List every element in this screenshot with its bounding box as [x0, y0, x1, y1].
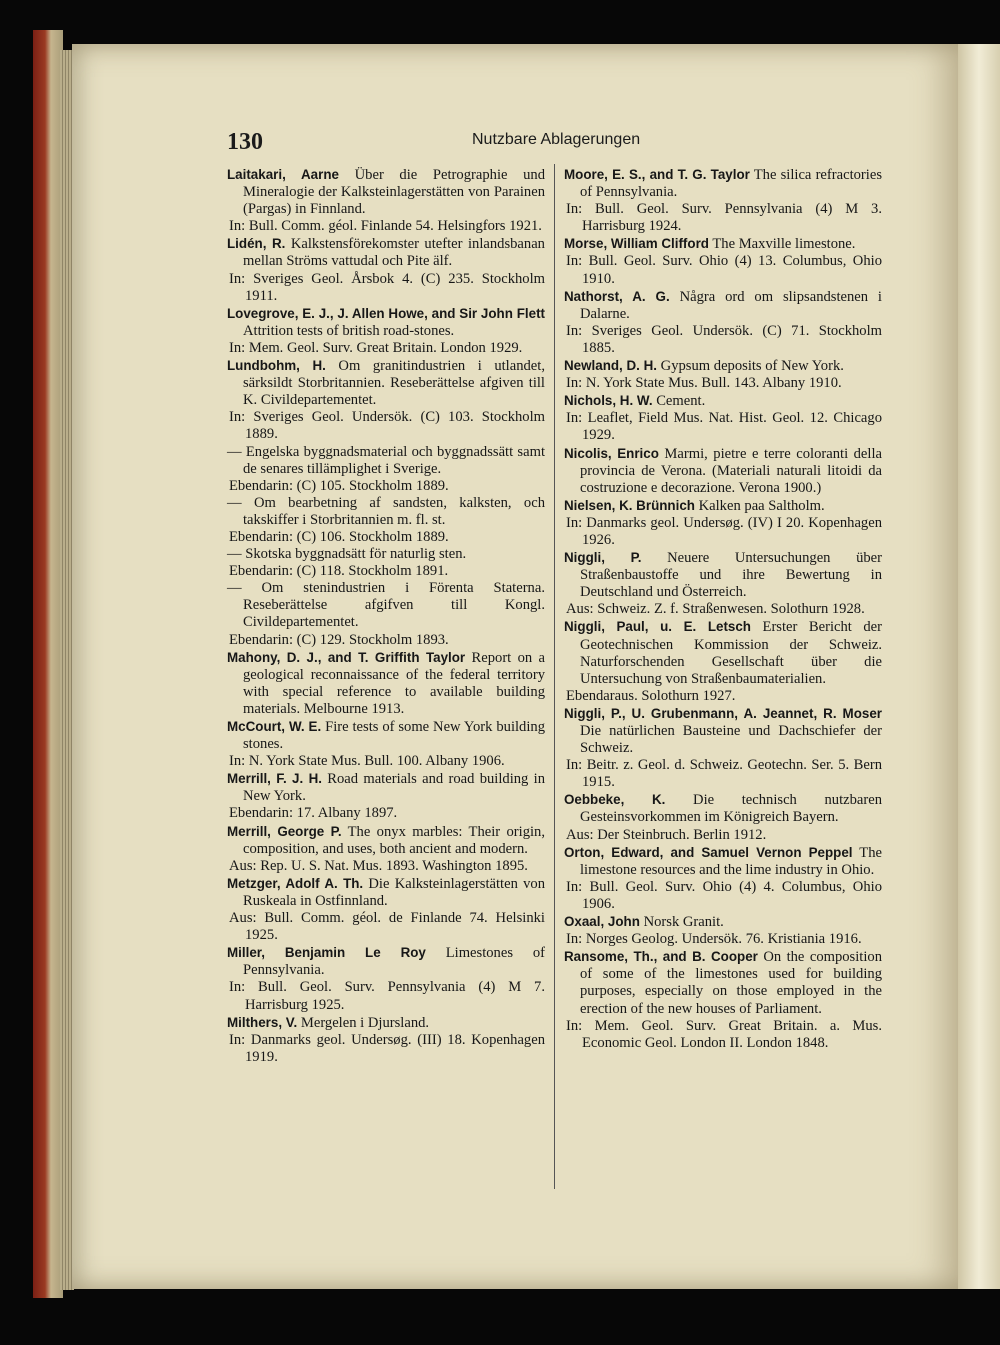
- bibliography-entry: [227, 1014, 545, 1066]
- entry-author: Moore, E. S., and T. G. Taylor: [564, 167, 750, 182]
- entry-source: Ebendarin: (C) 129. Stockholm 1893.: [229, 631, 449, 648]
- entry-author: Miller, Benjamin Le Roy: [227, 945, 426, 961]
- bibliography-entry: [227, 444, 545, 495]
- page-header: [72, 127, 960, 157]
- entry-source: In: Sveriges Geol. Undersök. (C) 71. Stockholm 1885.: [566, 322, 882, 356]
- entry-author: Oxaal, John: [564, 914, 640, 930]
- entry-author: Mahony, D. J., and T. Griffith Taylor: [227, 649, 466, 665]
- entry-source: In: Leaflet, Field Mus. Nat. Hist. Geol. 12. Chicago 1929.: [566, 410, 882, 444]
- bibliography-entry: [564, 549, 882, 618]
- entry-title: Cement.: [656, 393, 706, 410]
- entry-author: Orton, Edward, and Samuel Vernon Peppel: [564, 844, 853, 860]
- entry-author: McCourt, W. E.: [227, 719, 322, 734]
- left-column: [227, 166, 545, 1066]
- page-number: 130: [227, 129, 263, 155]
- column-divider: [554, 164, 555, 1189]
- bibliography-entry: [227, 718, 545, 770]
- bibliography-entry: [227, 875, 545, 944]
- bibliography-entry: [564, 913, 882, 948]
- entry-title: Om granitindustrien i utlandet, särksildt Storbritannien. Reseberättelse afgiven till K. Civildepartementet.: [243, 358, 545, 409]
- entry-source: In: Danmarks geol. Undersøg. (IV) I 20. Kopenhagen 1926.: [566, 514, 882, 548]
- bibliography-entry: [564, 288, 882, 357]
- entry-author: —: [227, 443, 242, 460]
- entry-title: Die Kalksteinlagerstätten von Ruskeala in Ostfinnland.: [243, 875, 545, 909]
- bibliography-entry: [227, 823, 545, 875]
- bibliography-entry: [564, 445, 882, 497]
- right-column: [564, 166, 882, 1052]
- facing-page-gutter: [958, 44, 1000, 1289]
- entry-author: Newland, D. H.: [564, 358, 658, 374]
- bibliography-entry: [564, 392, 882, 444]
- entry-source: Ebendarin: (C) 105. Stockholm 1889.: [229, 477, 449, 494]
- entry-source: In: Bull. Geol. Surv. Ohio (4) 4. Columbus, Ohio 1906.: [566, 878, 882, 912]
- entry-author: Nathorst, A. G.: [564, 288, 670, 304]
- bibliography-entry: [227, 357, 545, 443]
- entry-title: Die natürlichen Bausteine und Dachschiefer der Schweiz.: [580, 723, 882, 757]
- entry-author: Oebbeke, K.: [564, 792, 666, 808]
- entry-source: In: Mem. Geol. Surv. Great Britain. a. Mus. Economic Geol. London II. London 1848.: [566, 1017, 882, 1051]
- bibliography-entry: [227, 546, 545, 580]
- bibliography-entry: [227, 580, 545, 648]
- entry-title: Erster Bericht der Geotechnischen Kommission der Schweiz. Naturforschenden Gesellschaft über die Untersuchung von Straßenbaumaterialien.: [580, 619, 883, 687]
- entry-source: Ebendarin: (C) 106. Stockholm 1889.: [229, 528, 449, 545]
- entry-source: Aus: Rep. U. S. Nat. Mus. 1893. Washington 1895.: [229, 857, 528, 874]
- entry-title: Road materials and road building in New York.: [243, 771, 545, 805]
- entry-title: On the composition of some of the limestones used for building purposes, especially on those employed in the erection of the new houses of Parliament.: [580, 949, 882, 1017]
- bibliography-entry: [564, 618, 882, 704]
- entry-source: In: Mem. Geol. Surv. Great Britain. London 1929.: [229, 339, 523, 356]
- bibliography-entry: [227, 649, 545, 718]
- entry-title: The Maxville limestone.: [712, 236, 856, 253]
- entry-author: Niggli, P.: [564, 550, 642, 566]
- entry-author: —: [227, 580, 242, 597]
- entry-source: Aus: Bull. Comm. géol. de Finlande 74. Helsinki 1925.: [229, 910, 545, 944]
- entry-title: Om bearbetning af sandsten, kalksten, och takskiffer i Storbritannien m. fl. st.: [243, 494, 545, 528]
- bibliography-entry: [564, 235, 882, 287]
- entry-title: Skotska byggnadsätt för naturlig sten.: [245, 546, 467, 563]
- entry-title: Om stenindustrien i Förenta Staterna. Reseberättelse afgifven till Kongl. Civildepartementet.: [243, 580, 545, 631]
- entry-source: Ebendaraus. Solothurn 1927.: [566, 687, 736, 704]
- entry-source: In: Bull. Geol. Surv. Pennsylvania (4) M 3. Harrisburg 1924.: [566, 201, 882, 235]
- bibliography-entry: [227, 770, 545, 822]
- bibliography-entry: [227, 235, 545, 304]
- bibliography-entry: [227, 495, 545, 546]
- entry-author: Lidén, R.: [227, 236, 286, 252]
- entry-author: Niggli, Paul, u. E. Letsch: [564, 619, 751, 635]
- bibliography-entry: [227, 305, 545, 357]
- bibliography-entry: [564, 791, 882, 843]
- entry-author: Morse, William Clifford: [564, 236, 709, 252]
- entry-title: Mergelen i Djursland.: [300, 1014, 430, 1031]
- entry-title: Engelska byggnadsmaterial och byggnadssätt samt de senares tillämplighet i Sverige.: [243, 443, 545, 477]
- entry-title: Några ord om slipsandstenen i Dalarne.: [580, 288, 882, 322]
- bibliography-entry: [564, 948, 882, 1052]
- entry-title: Kalken paa Saltholm.: [698, 497, 825, 514]
- entry-author: Merrill, F. J. H.: [227, 771, 322, 787]
- entry-source: In: Norges Geolog. Undersök. 76. Kristiania 1916.: [566, 931, 862, 948]
- entry-title: Gypsum deposits of New York.: [660, 358, 844, 375]
- entry-author: Ransome, Th., and B. Cooper: [564, 949, 758, 965]
- entry-author: Metzger, Adolf A. Th.: [227, 875, 364, 891]
- entry-author: Lovegrove, E. J., J. Allen Howe, and Sir John Flett: [227, 305, 545, 321]
- entry-source: In: Bull. Geol. Surv. Ohio (4) 13. Columbus, Ohio 1910.: [566, 253, 882, 287]
- entry-source: In: Bull. Geol. Surv. Pennsylvania (4) M 7. Harrisburg 1925.: [229, 979, 545, 1013]
- entry-title: Attrition tests of british road-stones.: [243, 322, 455, 339]
- entry-source: In: Sveriges Geol. Undersök. (C) 103. Stockholm 1889.: [229, 409, 545, 443]
- entry-source: In: Beitr. z. Geol. d. Schweiz. Geotechn. Ser. 5. Bern 1915.: [566, 757, 882, 791]
- bibliography-entry: [227, 166, 545, 235]
- entry-title: Norsk Granit.: [643, 914, 724, 931]
- entry-author: Laitakari, Aarne: [227, 167, 339, 182]
- entry-author: Lundbohm, H.: [227, 358, 326, 374]
- entry-author: Niggli, P., U. Grubenmann, A. Jeannet, R. Moser: [564, 705, 882, 721]
- entry-author: Nichols, H. W.: [564, 393, 653, 409]
- bibliography-entry: [564, 497, 882, 549]
- entry-author: —: [227, 546, 242, 563]
- bibliography-entry: [564, 166, 882, 235]
- bibliography-entry: [564, 357, 882, 392]
- entry-author: —: [227, 494, 242, 511]
- bibliography-entry: [564, 844, 882, 913]
- entry-source: In: N. York State Mus. Bull. 100. Albany 1906.: [229, 753, 505, 770]
- entry-title: The onyx marbles: Their origin, composition, and uses, both ancient and modern.: [243, 823, 545, 857]
- entry-title: Fire tests of some New York building stones.: [243, 719, 545, 753]
- entry-source: In: N. York State Mus. Bull. 143. Albany 1910.: [566, 375, 842, 392]
- entry-author: Nicolis, Enrico: [564, 445, 659, 461]
- bibliography-entry: [227, 944, 545, 1013]
- entry-title: The limestone resources and the lime industry in Ohio.: [580, 844, 882, 878]
- bibliography-entry: [564, 705, 882, 791]
- entry-title: The silica refractories of Pennsylvania.: [580, 167, 883, 201]
- entry-title: Kalkstensförekomster utefter inlandsbanan mellan Ströms vattudal och Pite älf.: [243, 236, 545, 270]
- entry-title: Über die Petrographie und Mineralogie der Kalksteinlagerstätten von Parainen (Pargas) in Finnland.: [243, 167, 545, 218]
- entry-title: Marmi, pietre e terre coloranti della provincia de Verona. (Materiali naturali litoidi da costruzione e decorazione. Verona 1900.): [580, 445, 882, 496]
- book-page: [72, 44, 960, 1289]
- entry-title: Limestones of Pennsylvania.: [243, 945, 545, 979]
- entry-author: Milthers, V.: [227, 1014, 298, 1030]
- entry-source: Ebendarin: 17. Albany 1897.: [229, 805, 398, 822]
- book-spine-edge: [33, 30, 63, 1298]
- entry-title: Report on a geological reconnaissance of the federal territory with special reference to available building materials. Melbourne 1913.: [243, 649, 546, 717]
- entry-source: In: Danmarks geol. Undersøg. (III) 18. Kopenhagen 1919.: [229, 1031, 545, 1065]
- entry-author: Merrill, George P.: [227, 823, 342, 839]
- entry-title: Die technisch nutzbaren Gesteinsvorkommen im Königreich Bayern.: [580, 792, 883, 826]
- entry-title: Neuere Untersuchungen über Straßenbaustoffe und ihre Bewertung in Deutschland und Österreich.: [580, 550, 882, 601]
- entry-source: Aus: Schweiz. Z. f. Straßenwesen. Solothurn 1928.: [566, 601, 865, 618]
- entry-source: Aus: Der Steinbruch. Berlin 1912.: [566, 826, 767, 843]
- entry-author: Nielsen, K. Brünnich: [564, 497, 695, 513]
- entry-source: In: Sveriges Geol. Årsbok 4. (C) 235. Stockholm 1911.: [229, 270, 545, 304]
- entry-source: Ebendarin: (C) 118. Stockholm 1891.: [229, 563, 449, 580]
- entry-source: In: Bull. Comm. géol. Finlande 54. Helsingfors 1921.: [229, 218, 542, 235]
- running-head: Nutzbare Ablagerungen: [472, 131, 641, 148]
